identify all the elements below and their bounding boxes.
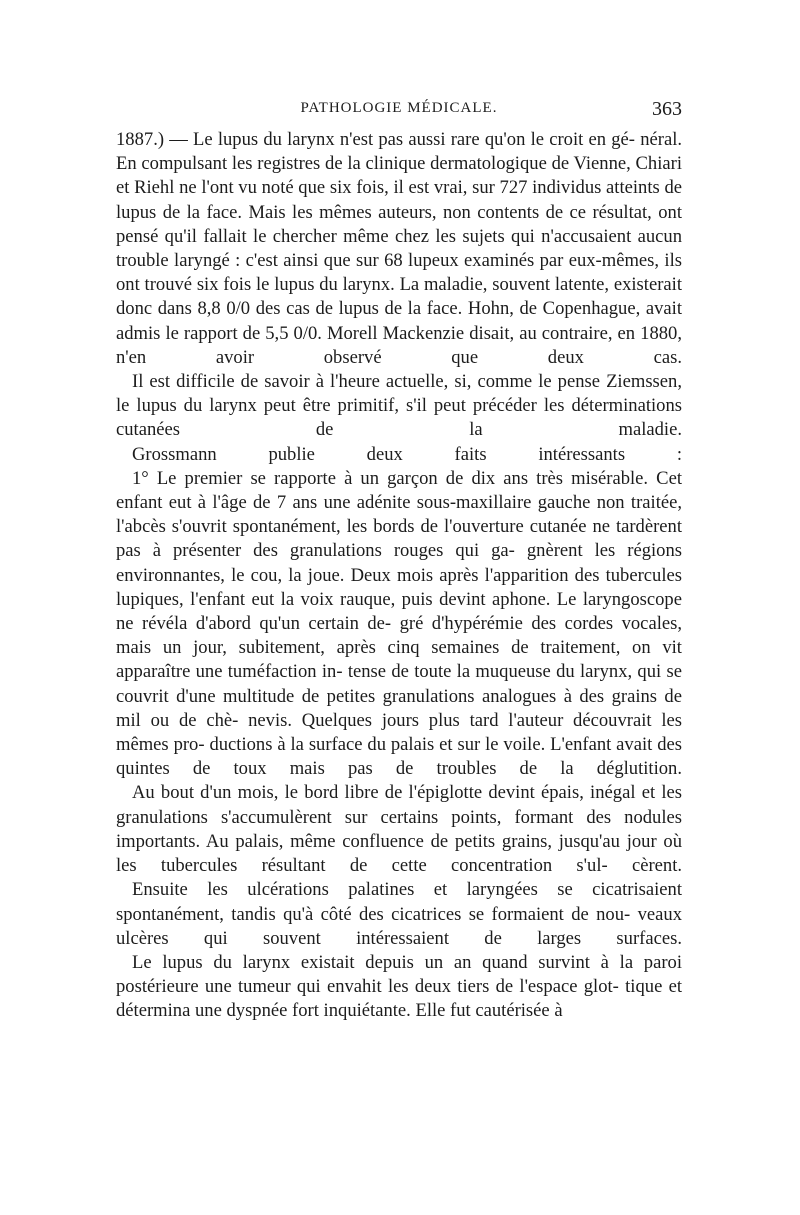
text-line: nodules importants. Au palais, même confluence de petits grains,: [116, 806, 682, 852]
text-line: que sur 68 lupeux examinés par eux-mêmes, ils ont trouvé six fois le: [116, 250, 682, 296]
text-line: ductions à la surface du palais et sur le voile. L'enfant avait des: [209, 734, 683, 756]
text-line: Cet enfant eut à l'âge de 7 ans une adénite sous-maxillaire gauche: [116, 467, 682, 514]
text-line: gré d'hypérémie des cordes vocales, mais un jour, subitement, après: [116, 613, 682, 659]
text-line: non traitée, l'abcès s'ouvrit spontanément, les bords de l'ouverture: [116, 492, 683, 538]
text-line: 1887.) — Le lupus du larynx n'est pas aussi rare qu'on le croit en gé-: [116, 129, 635, 150]
text-line: quintes de toux mais pas de troubles de la déglutition.: [116, 758, 682, 780]
text-line: devint aphone. Le laryngoscope ne révéla d'abord qu'un certain de-: [116, 588, 682, 635]
text-line: le rapport de 5,5 0/0. Morell Mackenzie disait, au contraire, en: [165, 322, 636, 344]
paragraph-6: [116, 878, 682, 951]
text-line: gnèrent les régions environnantes, le cou, la joue. Deux mois après: [116, 540, 682, 586]
paragraph-4: [116, 467, 682, 782]
text-line: non contents de ce résultat, ont pensé qu'il fallait le chercher même: [116, 201, 682, 247]
text-line: cèrent.: [631, 855, 683, 877]
text-line: Vienne, Chiari et Riehl ne l'ont vu noté que six fois, il est vrai, sur: [116, 153, 682, 199]
text-line: 1° Le premier se rapporte à un garçon de dix ans très misérable.: [132, 467, 649, 489]
text-line: déterminations cutanées de la maladie.: [116, 395, 682, 441]
text-line: lupus du larynx. La maladie, souvent latente, existerait donc dans: [116, 274, 682, 320]
text-line: nevis. Quelques jours plus tard l'auteur découvrait les mêmes pro-: [116, 709, 682, 756]
text-line: 8,8 0/0 des cas de lupus de la face. Hohn, de Copenhague, avait admis: [116, 298, 683, 344]
paragraph-7: [116, 951, 682, 1024]
text-line: et les granulations s'accumulèrent sur certains points, formant des: [116, 782, 682, 828]
body-text: [116, 128, 682, 1024]
text-line: chez les sujets qui n'accusaient aucun trouble laryngé : c'est ainsi: [116, 225, 682, 272]
text-line: 727 individus atteints de lupus de la face. Mais les mêmes auteurs,: [116, 177, 682, 223]
text-line: postérieure une tumeur qui envahit les deux tiers de l'espace glot-: [116, 976, 619, 998]
page-header: [116, 98, 682, 126]
paragraph-2: [116, 370, 682, 443]
text-line: cinq semaines de traitement, on vit apparaître une tuméfaction in-: [116, 637, 682, 683]
text-line: spontanément, tandis qu'à côté des cicatrices se formaient de nou-: [116, 903, 631, 925]
text-line: Il est difficile de savoir à l'heure actuelle, si, comme le pense: [132, 371, 601, 393]
text-line: de petites granulations analogues à des grains de mil ou de chè-: [116, 685, 682, 731]
text-line: veaux ulcères qui souvent intéressaient de larges surfaces.: [116, 903, 682, 949]
text-line: Ensuite les ulcérations palatines et laryngées se cicatrisaient: [132, 879, 682, 901]
page-number: 363: [652, 98, 682, 120]
text-line: cutanée ne tardèrent pas à présenter des granulations rouges qui ga-: [116, 516, 683, 562]
text-line: Au bout d'un mois, le bord libre de l'épiglotte devint épais, inégal: [132, 782, 636, 804]
running-title: PATHOLOGIE MÉDICALE.: [300, 100, 498, 116]
text-line: Ziemssen, le lupus du larynx peut être primitif, s'il peut précéder les: [116, 371, 682, 417]
paragraph-3: [116, 443, 682, 467]
text-line: tique et détermina une dyspnée fort inquiétante. Elle fut cautérisée à: [116, 976, 683, 1022]
paragraph-1: [116, 128, 682, 370]
text-line: Le lupus du larynx existait depuis un an quand survint à la paroi: [132, 951, 682, 973]
text-line: l'apparition des tubercules lupiques, l'enfant eut la voix rauque, puis: [116, 564, 683, 610]
text-line: néral. En compulsant les registres de la clinique dermatologique de: [116, 129, 683, 175]
text-line: 1880, n'en avoir observé que deux cas.: [116, 322, 682, 368]
text-line: jusqu'au jour où les tubercules résultant de cette concentration s'ul-: [116, 830, 682, 877]
text-line: Grossmann publie deux faits intéressants :: [132, 443, 682, 465]
paragraph-5: [116, 781, 682, 878]
text-line: tense de toute la muqueuse du larynx, qui se couvrit d'une multitude: [116, 661, 682, 707]
